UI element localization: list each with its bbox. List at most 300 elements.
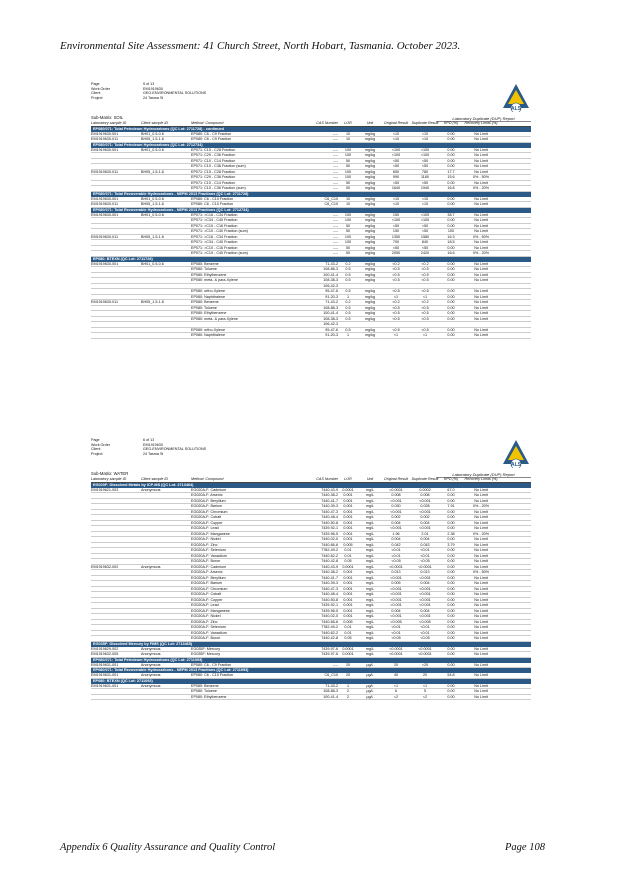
cell-c2 (141, 532, 191, 537)
cell-c4: 7440-38-2 (321, 570, 338, 574)
cell-c4: ---- (333, 158, 338, 163)
cell-c8: 1940 (420, 186, 430, 190)
cell-c2: BH05_1.5-1.6 (141, 137, 164, 141)
cell-c9: 0.00 (447, 218, 455, 222)
cell-c8: <0.01 (420, 548, 430, 552)
cell-c3: EP071: C29 - C36 Fraction (191, 175, 236, 179)
cell-c2: Anonymous (141, 564, 161, 569)
meta-value: EM1919630 (143, 442, 163, 447)
cell-c6: mg/kg (364, 240, 376, 244)
cell-c2 (141, 289, 191, 294)
cell-c7: <0.5 (392, 272, 400, 277)
cell-c10: No Limit (474, 311, 488, 315)
cell-c8 (410, 284, 440, 289)
cell-c1 (91, 295, 141, 300)
cell-c2 (141, 181, 191, 186)
cell-c1: EM1919630-011 (91, 234, 118, 239)
cell-c6: mg/kg (364, 311, 376, 315)
cell-c10: No Limit (474, 487, 488, 492)
cell-c9: 0.00 (447, 498, 455, 503)
cell-c10: No Limit (474, 223, 488, 228)
cell-c7: <100 (391, 147, 401, 152)
cell-c2 (141, 159, 191, 164)
cell-c4: ---- (333, 131, 338, 136)
meta-label: Project (91, 95, 103, 100)
cell-c1 (91, 587, 141, 592)
cell-c7: <50 (392, 158, 400, 163)
cell-c5: 1 (346, 294, 350, 299)
cell-c5: 0.0001 (342, 564, 354, 569)
cell-c10: No Limit (474, 245, 488, 250)
cell-c8: <50 (421, 158, 429, 163)
cell-c1 (91, 548, 141, 553)
cell-c7: <0.5 (392, 278, 400, 282)
cell-c4: 7439-97-6 (321, 646, 338, 651)
cell-c4: 91-20-3 (325, 294, 338, 299)
cell-c2 (141, 278, 191, 283)
cell-c4: ---- (333, 137, 338, 141)
cell-c9: 2.38 (447, 531, 455, 536)
cell-c5: 0.001 (343, 493, 353, 497)
cell-c1 (91, 576, 141, 581)
cell-c10: No Limit (474, 694, 488, 699)
cell-c1 (91, 603, 141, 608)
cell-c7: 0.004 (391, 608, 401, 613)
cell-c2: Anonymous (141, 662, 161, 667)
cell-c5: 0.2 (345, 261, 351, 266)
cell-c7: <0.001 (390, 526, 402, 530)
cell-c5: 2 (346, 689, 350, 693)
cell-c9: 0.00 (447, 603, 455, 607)
cell-c6: mg/L (365, 592, 375, 596)
cell-c7: 990 (392, 175, 400, 179)
cell-c1: EM1919630-011 (91, 137, 118, 141)
cell-c2 (141, 246, 191, 251)
cell-c5: 50 (345, 186, 351, 190)
cell-c3: EG020A-F: Barium (191, 581, 223, 585)
cell-c2 (141, 614, 191, 619)
cell-c7: <0.001 (390, 575, 402, 580)
cell-c8: <50 (421, 223, 429, 228)
cell-c1 (91, 515, 141, 520)
cell-c5: 100 (344, 153, 352, 157)
cell-c8: <0.05 (420, 636, 430, 640)
cell-c9: 67.0 (447, 487, 455, 492)
cell-c6: mg/kg (364, 169, 376, 174)
cell-c4: 7439-92-1 (321, 526, 338, 530)
cell-c6: mg/L (365, 575, 375, 580)
cell-c8: 0.004 (420, 537, 430, 541)
cell-c10: No Limit (474, 662, 488, 667)
cell-c2 (141, 689, 191, 694)
cell-c10: No Limit (474, 625, 488, 629)
cell-c4: 106-42-3 (323, 283, 338, 288)
cell-c6: mg/L (365, 564, 375, 569)
cell-c4: 100-41-4 (323, 311, 338, 315)
meta-value: GEO-ENVIRONMENTAL SOLUTIONS (143, 447, 207, 451)
cell-c5: 10 (345, 131, 351, 136)
cell-c9: 0.00 (447, 196, 455, 201)
cell-c1: EM1919630-001 (91, 212, 119, 217)
cell-c6: mg/L (365, 542, 375, 547)
cell-c10: No Limit (474, 608, 488, 613)
cell-c4: 7440-66-6 (321, 619, 338, 624)
cell-c2 (141, 537, 191, 542)
cell-c2 (141, 570, 191, 575)
cell-c9: 16.8 (447, 186, 455, 190)
cell-c2 (141, 515, 191, 520)
cell-c7: <1 (393, 294, 399, 299)
column-c10: Recovery Limits (%) (464, 121, 498, 125)
cell-c1 (91, 625, 141, 630)
cell-c2 (141, 504, 191, 509)
cell-c7: <0.001 (390, 592, 402, 596)
cell-c10: 0% - 50% (473, 570, 489, 574)
cell-c5: 0.05 (344, 636, 352, 640)
cell-c8: <0.05 (420, 559, 430, 563)
cell-c5: 50 (345, 251, 351, 255)
cell-c9: 0.00 (447, 223, 455, 228)
cell-c8: <10 (421, 202, 429, 206)
cell-c8: 20 (422, 673, 428, 677)
als-logo-text: ALS (511, 106, 521, 112)
cell-c2 (141, 603, 191, 608)
cell-c1 (91, 159, 141, 164)
cell-c3: EP080: C6 - C9 Fraction (191, 662, 232, 667)
cell-c8: 0.004 (420, 581, 430, 585)
cell-c8: <0.01 (420, 553, 430, 558)
cell-c10: No Limit (474, 619, 488, 624)
cell-c3: EP071: >C10 - C40 Fraction (sum) (191, 251, 248, 255)
cell-c4: 7440-42-8 (321, 636, 338, 640)
cell-c10: 0% - 20% (473, 504, 489, 508)
meta-label: Project (91, 451, 103, 456)
cell-c9: 0.00 (447, 515, 455, 519)
cell-c4: 7440-50-8 (321, 597, 338, 602)
cell-c10: No Limit (474, 278, 488, 282)
meta-value: 6 of 13 (143, 438, 155, 442)
cell-c4: 7782-49-2 (321, 548, 338, 552)
column-c7: Original Result (383, 121, 409, 125)
meta-value: 24 Tasma St (143, 95, 164, 100)
cell-c9: 0.00 (447, 289, 455, 293)
cell-c3: EG020A-F: Boron (191, 559, 221, 563)
qc-lot-section-header: EP080/071: Total Recoverable Hydrocarbons - NEPM 2013 Fractions (QC Lot: 2711728) (91, 192, 531, 197)
cell-c3: EP080: C6 - C10 Fraction (191, 202, 234, 206)
column-c3: Method: Compound (191, 477, 224, 481)
cell-c6: mg/L (365, 504, 375, 508)
cell-c3: EP071: C10 - C14 Fraction (191, 180, 236, 185)
cell-c6: mg/L (365, 646, 375, 651)
cell-c1 (91, 317, 141, 322)
cell-c3: EP071: C15 - C28 Fraction (191, 169, 236, 174)
cell-c4: C6_C10 (324, 673, 338, 677)
cell-c9: 0.00 (447, 158, 455, 163)
cell-c1 (91, 164, 141, 169)
cell-c7: 650 (392, 169, 400, 174)
cell-c1: EM1919630-011 (91, 202, 118, 206)
meta-label: Work Order (91, 86, 110, 91)
cell-c10: No Limit (474, 180, 488, 185)
cell-c9: 0.00 (447, 619, 455, 624)
cell-c1 (91, 581, 141, 586)
cell-c2 (141, 493, 191, 498)
cell-c6: mg/L (365, 625, 375, 629)
cell-c3: EP071: C10 - C14 Fraction (191, 158, 236, 163)
cell-c1 (91, 218, 141, 223)
cell-c8: <0.5 (421, 316, 429, 321)
cell-c10: No Limit (474, 137, 488, 141)
cell-c4: ---- (333, 147, 338, 152)
cell-c10: No Limit (474, 689, 488, 693)
cell-c10: No Limit (474, 261, 488, 266)
cell-c1 (91, 493, 141, 498)
cell-c8: <0.001 (419, 526, 431, 530)
cell-c3: EG020A-F: Boron (191, 636, 221, 640)
cell-c7: 0.002 (391, 515, 401, 519)
cell-c4: 7440-66-6 (321, 542, 338, 547)
qc-lot-section-header: EP080: BTEXN (QC Lot: 2711728) (91, 257, 531, 262)
cell-c7: <0.5 (392, 311, 400, 315)
document-footer-left: Appendix 6 Quality Assurance and Quality Control (60, 842, 276, 853)
cell-c10: No Limit (474, 542, 488, 547)
cell-c10: No Limit (474, 202, 488, 206)
cell-c4: 7440-62-2 (321, 553, 338, 558)
cell-c8: <0.01 (420, 630, 430, 635)
cell-c8: <0.5 (421, 327, 429, 332)
cell-c5: 0.01 (344, 625, 352, 629)
cell-c6: mg/kg (364, 202, 376, 206)
cell-c9: 0.00 (447, 131, 455, 136)
cell-c5: 0.001 (343, 581, 353, 585)
cell-c8: <0.001 (419, 498, 431, 503)
meta-value: EM1919630 (143, 86, 163, 91)
cell-c3: EP080: Benzene (191, 261, 219, 266)
cell-c6: mg/L (365, 597, 375, 602)
cell-c4: 95-47-6 (325, 327, 338, 332)
cell-c1: EM1919630-001 (91, 147, 119, 152)
cell-c5: 0.001 (343, 537, 353, 541)
cell-c7: 0.042 (391, 542, 401, 547)
cell-c1 (91, 537, 141, 542)
cell-c6: mg/kg (364, 294, 376, 299)
cell-c7: <0.5 (392, 316, 400, 321)
cell-c3: EG020A-F: Vanadium (191, 630, 227, 635)
cell-c4: ---- (333, 186, 338, 190)
cell-c8: <1 (422, 333, 428, 337)
cell-c9: 100 (447, 229, 455, 233)
cell-c6: mg/L (365, 487, 375, 492)
cell-c3: EP080: meta- & para-Xylene (191, 278, 238, 282)
cell-c7: <0.2 (392, 261, 400, 266)
cell-c7: <0.01 (391, 553, 401, 558)
cell-c7: 1350 (391, 234, 401, 239)
qc-lot-section-header: EP080/071: Total Petroleum Hydrocarbons (QC Lot: 2711093) (91, 658, 531, 663)
cell-c4: 71-43-2 (325, 300, 338, 304)
cell-c4: 7440-47-3 (321, 509, 338, 514)
cell-c1: EM1919631-001 (91, 673, 119, 677)
qc-lot-section-header: EP080/071: Total Petroleum Hydrocarbons (QC Lot: 2712734) (91, 143, 531, 148)
cell-c10: No Limit (474, 153, 488, 157)
cell-c3: EP080: C6 - C9 Fraction (191, 131, 232, 136)
cell-c2: BH05_1.5-1.6 (141, 234, 164, 239)
cell-c8: <0.001 (419, 586, 431, 591)
cell-c9: 18.5 (447, 240, 455, 244)
cell-c5: 0.001 (343, 608, 353, 613)
cell-c2 (141, 510, 191, 515)
cell-c1 (91, 570, 141, 575)
meta-label: Work Order (91, 442, 110, 447)
cell-c3: EP080: Ethylbenzene (191, 272, 227, 277)
cell-c5: 0.5 (345, 305, 351, 310)
cell-c10: No Limit (474, 267, 488, 271)
cell-c8: 0.0002 (419, 487, 431, 492)
cell-c3: EG020A-F: Chromium (191, 509, 228, 514)
cell-c9: 7.91 (447, 504, 455, 508)
cell-c10: No Limit (474, 553, 488, 558)
cell-c3: EG020A-F: Beryllium (191, 575, 226, 580)
cell-c3: EP080: Naphthalene (191, 294, 226, 299)
cell-c6: mg/L (365, 509, 375, 514)
cell-c6: mg/L (365, 493, 375, 497)
cell-c4: 71-43-2 (325, 261, 338, 266)
cell-c10: No Limit (474, 559, 488, 563)
cell-c9: 16.3 (447, 234, 455, 239)
cell-c6 (358, 284, 382, 289)
qc-lot-section-header: EP080/071: Total Recoverable Hydrocarbons - NEPM 2013 Fractions (QC Lot: 2711093) (91, 668, 531, 673)
cell-c9: 0.00 (447, 652, 455, 656)
cell-c1 (91, 267, 141, 272)
cell-c2 (141, 322, 191, 327)
cell-c5: 100 (344, 169, 352, 174)
cell-c2 (141, 499, 191, 504)
cell-c3: EG020A-F: Zinc (191, 542, 218, 547)
cell-c6: mg/L (365, 520, 375, 525)
cell-c5: 0.001 (343, 515, 353, 519)
cell-c9: 0.00 (447, 526, 455, 530)
cell-c6: mg/kg (364, 234, 376, 239)
cell-c1 (91, 311, 141, 316)
cell-c8: <20 (421, 662, 429, 667)
column-c10: Recovery Limits (%) (464, 477, 498, 481)
cell-c8 (410, 322, 440, 327)
cell-c3: EP080: ortho-Xylene (191, 327, 226, 332)
cell-c2: BH05_1.5-1.6 (141, 202, 164, 206)
cell-c5: 0.5 (345, 272, 351, 277)
table-row (91, 333, 531, 339)
cell-c4: 106-42-3 (323, 322, 338, 326)
cell-c6: mg/L (365, 548, 375, 552)
cell-c2 (141, 620, 191, 625)
cell-c1: EM1919630-001 (91, 196, 119, 201)
cell-c2 (141, 526, 191, 531)
cell-c3: EP080: Benzene (191, 683, 219, 688)
cell-c8: <0.2 (421, 261, 429, 266)
cell-c9: 0.00 (447, 694, 455, 699)
cell-c1 (91, 609, 141, 614)
cell-c5: 0.005 (343, 619, 353, 624)
als-logo-text: ALS (511, 462, 521, 468)
cell-c6: mg/L (365, 603, 375, 607)
cell-c10: No Limit (474, 294, 488, 299)
cell-c3: EP071: C10 - C36 Fraction (sum) (191, 186, 246, 190)
cell-c1 (91, 559, 141, 564)
cell-c4: 7439-97-6 (321, 652, 338, 656)
qc-lot-section-header: EP080: BTEXN (QC Lot: 2711093) (91, 679, 531, 684)
cell-c4: 7782-49-2 (321, 625, 338, 629)
cell-c9: 0.00 (447, 570, 455, 574)
cell-c7: 700 (392, 240, 400, 244)
cell-c9: 0.00 (447, 662, 455, 667)
page-number: Page 108 (505, 842, 545, 853)
cell-c7: <10 (392, 137, 400, 141)
cell-c6: mg/L (365, 526, 375, 530)
cell-c6: µg/L (366, 662, 374, 667)
cell-c5: 0.001 (343, 531, 353, 536)
cell-c6 (358, 322, 382, 327)
cell-c5: 10 (345, 137, 351, 141)
cell-c5: 100 (344, 240, 352, 244)
cell-c7: 1.96 (392, 531, 400, 536)
cell-c1 (91, 526, 141, 531)
cell-c2: BH01_0.5-0.6 (141, 212, 164, 217)
cell-c5: 0.0001 (342, 487, 354, 492)
cell-c9 (440, 284, 462, 289)
cell-c5: 2 (346, 694, 350, 699)
cell-c5: 0.2 (345, 300, 351, 304)
cell-c6: mg/L (365, 619, 375, 624)
cell-c10: No Limit (474, 212, 488, 217)
cell-c10: No Limit (474, 196, 488, 201)
cell-c5: 0.0001 (342, 652, 354, 656)
cell-c3: EG020A-F: Lead (191, 603, 219, 607)
cell-c4: ---- (333, 229, 338, 233)
cell-c2 (141, 317, 191, 322)
cell-c10: No Limit (474, 509, 488, 514)
cell-c10: No Limit (474, 603, 488, 607)
cell-c3: EP080: ortho-Xylene (191, 289, 226, 293)
cell-c2 (141, 559, 191, 564)
cell-c6: mg/kg (364, 180, 376, 185)
cell-c9: 0.00 (447, 311, 455, 315)
cell-c6: mg/L (365, 608, 375, 613)
cell-c4: C6_C10 (324, 196, 338, 201)
cell-c4: 7440-41-7 (321, 575, 338, 580)
table-row (91, 695, 531, 701)
qc-duplicate-table (91, 477, 531, 700)
cell-c9: 0.00 (447, 520, 455, 525)
cell-c7: <0.01 (391, 625, 401, 629)
cell-c7: <0.01 (391, 630, 401, 635)
cell-c10: 0% - 20% (473, 251, 489, 255)
cell-c2: Anonymous (141, 646, 161, 651)
cell-c10: No Limit (474, 548, 488, 552)
cell-c3: EG020A-F: Nickel (191, 614, 221, 618)
cell-c1 (91, 306, 141, 311)
cell-c1: EM1919621-003 (91, 487, 119, 492)
cell-c9: 0.00 (447, 592, 455, 596)
cell-c1 (91, 592, 141, 597)
cell-c3: EP071: >C34 - C40 Fraction (191, 218, 238, 222)
cell-c7: <0.001 (390, 586, 402, 591)
cell-c8: <2 (422, 694, 428, 699)
cell-c2 (141, 295, 191, 300)
cell-c8: 5 (423, 689, 427, 693)
cell-c8: 1580 (420, 234, 430, 239)
column-c8: Duplicate Result (411, 121, 439, 125)
cell-c1: EM1919631-001 (91, 683, 119, 688)
cell-c6: mg/kg (364, 327, 376, 332)
